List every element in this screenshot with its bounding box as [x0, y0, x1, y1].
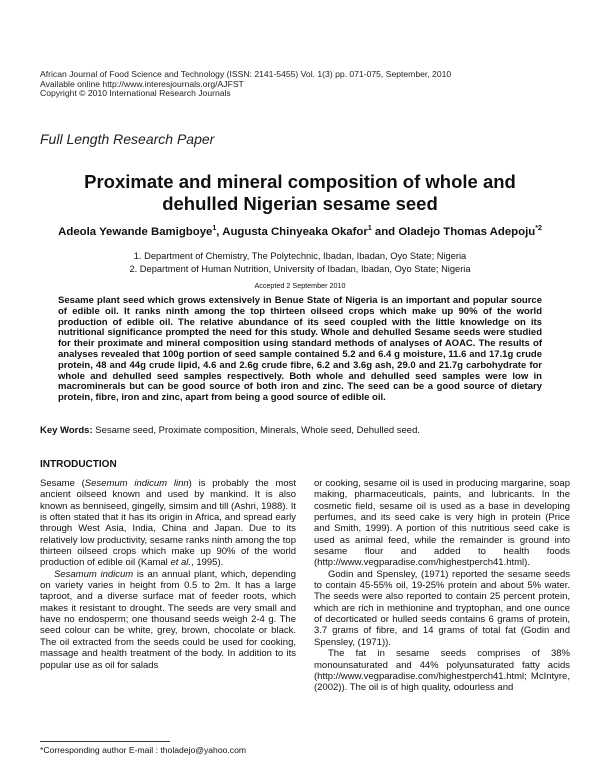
species-name: Sesemum indicum linn [84, 478, 189, 489]
body-column-left [40, 478, 296, 671]
paragraph [40, 478, 296, 569]
paragraph [40, 569, 296, 671]
et-al: et al. [170, 557, 192, 569]
journal-citation: African Journal of Food Science and Technology (ISSN: 2141-5455) Vol. 1(3) pp. 071-075, September, 2010 [40, 69, 452, 79]
author-1-affil: 1 [212, 225, 217, 232]
species-name: Sesamum indicum [54, 568, 134, 580]
keywords-text: Sesame seed, Proximate composition, Minerals, Whole seed, Dehulled seed. [92, 425, 421, 436]
author-3-affil: *2 [535, 225, 542, 232]
keywords-label: Key Words: [40, 425, 93, 436]
author-separator: , [216, 225, 223, 238]
text-run: Sesame ( [40, 478, 85, 489]
paper-type: Full Length Research Paper [40, 131, 215, 147]
footnote-divider [40, 741, 170, 742]
affiliations [40, 250, 560, 276]
title-line-1: Proximate and mineral composition of whole and [84, 171, 516, 192]
section-heading-introduction: INTRODUCTION [40, 459, 117, 470]
author-1: Adeola Yewande Bamigboye [58, 225, 213, 238]
paragraph: or cooking, sesame oil is used in producing margarine, soap making, pharmaceuticals, paints, and lubricants. In the cosmetic field, sesame oil is used as a base in developing perfumes, and its seed cake is very high in protein (Price and Smith, 1999). A portion of this nutritious seed cake is used as animal feed, while the remainder is ground into sesame flour and added to health foods (http://www.vegparadise.com/highestperch41.html). [314, 478, 570, 569]
text-run: , 1995). [191, 557, 224, 569]
paper-title [40, 171, 560, 215]
text-run: ) is probably the most ancient oilseed known and used by mankind. It is also known as benniseed, gingelly, simsim and till (Ashri, 1988). It is often stated that it has its origin in Africa, and spread early through West Asia, India, China and Japan. Due to its relatively low productivity, sesame ranks ninth among the top thirteen oilseed crops which make up 90% of the world production of edible oil (Kamal [40, 478, 296, 569]
journal-header [40, 70, 560, 99]
abstract: Sesame plant seed which grows extensively in Benue State of Nigeria is an important and popular source of edible oil. It ranks ninth among the top thirteen oilseed crops which make up 90% of the world production of edible oil. The relative abundance of its seed coupled with the little knowledge on its nutritional significance prompted the need for this study. Whole and dehulled Sesame seeds were studied for their proximate and mineral composition using standard methods of analyses of AOAC. The results of analyses revealed that 100g portion of seed sample contained 5.2 and 6.4 g moisture, 11.6 and 17.1g crude protein, 48 and 44g crude lipid, 4.6 and 2.6g crude fibre, 6.2 and 3.6g ash, 29.0 and 21.7g carbohydrate for whole and dehulled seed samples respectively. Both whole and dehulled seed samples were low in macrominerals but can be good source of both iron and zinc. The seed can be a good source of dietary protein, fibre, iron and zinc, apart from being a good source of edible oil. [58, 295, 542, 404]
affiliation-2: 2. Department of Human Nutrition, University of Ibadan, Ibadan, Oyo State; Nigeria [129, 264, 471, 274]
title-line-2: dehulled Nigerian sesame seed [162, 193, 438, 214]
author-2-affil: 1 [367, 225, 372, 232]
copyright: Copyright © 2010 International Research Journals [40, 88, 231, 99]
author-2: Augusta Chinyeaka Okafor [222, 225, 368, 238]
keywords [40, 425, 560, 436]
corresponding-author-footnote: *Corresponding author E-mail : tholadejo@yahoo.com [40, 745, 247, 755]
body-column-right [314, 478, 570, 694]
accepted-date: Accepted 2 September 2010 [254, 281, 346, 290]
affiliation-1: 1. Department of Chemistry, The Polytechnic, Ibadan, Ibadan, Oyo State; Nigeria [133, 251, 467, 261]
journal-url: Available online http://www.interesjournals.org/AJFST [40, 78, 244, 89]
paragraph: The fat in sesame seeds comprises of 38% monounsaturated and 44% polyunsaturated fatty acids (http://www.vegparadise.com/highestperch41.html; McIntyre, (2002)). The oil is of high quality, odourless and [314, 648, 570, 694]
text-run: is an annual plant, which, depending on variety varies in height from 0.5 to 2m. It has a large taproot, and a diverse surface mat of feeder roots, which makes it resistant to drought. The seeds are very small and have no endosperm; one thousand seeds weigh 2-4 g. The seed colour can be white, grey, brown, chocolate or black. The oil extracted from the seeds could be used for cooking, massage and health treatment of the body. In addition to its popular use as oil for salads [40, 568, 296, 671]
author-3: Oladejo Thomas Adepoju [398, 225, 536, 238]
author-separator: and [371, 225, 399, 238]
paragraph: Godin and Spensley, (1971) reported the sesame seeds to contain 45-55% oil, 19-25% protein and about 5% water. The seeds were also reported to contain 25 percent protein, which are rich in methionine and tryptophan, and one ounce of decorticated or hulled seeds contains 6 grams of protein, 3.7 grams of fibre, and 14 grams of total fat (Godin and Spensley, (1971)). [314, 568, 570, 648]
author-list [40, 225, 560, 238]
